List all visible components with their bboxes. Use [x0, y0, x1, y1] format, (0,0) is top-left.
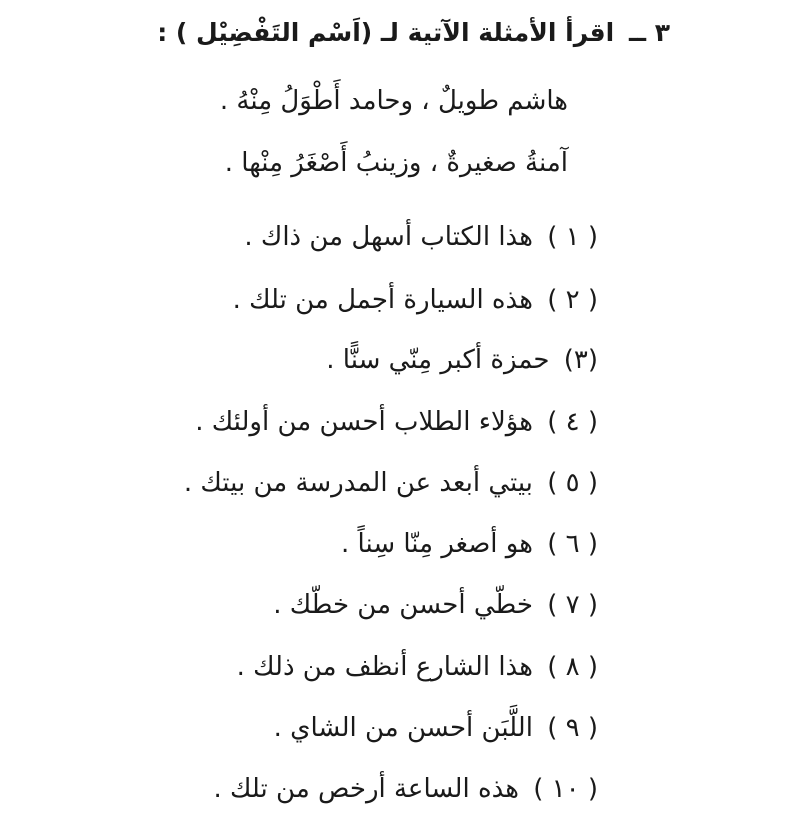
exercise-item: [244, 220, 598, 254]
exercise-item: [237, 650, 598, 684]
exercise-number: ( ٩ ): [547, 713, 598, 743]
exercise-text: هذا الشارع أنظف من ذلك .: [236, 652, 533, 682]
exercise-text: هذه الساعة أرخص من تلك .: [213, 774, 519, 804]
exercise-text: هو أصغر مِنّا سِناً .: [341, 529, 533, 559]
exercise-number: ( ٢ ): [547, 285, 598, 315]
exercise-text: خطّي أحسن من خطّك .: [273, 590, 533, 620]
exercise-number: ( ٨ ): [547, 652, 598, 682]
heading-number: ٣ ــ: [628, 18, 670, 47]
exercise-number: ( ٦ ): [547, 529, 598, 559]
exercise-number: ( ٤ ): [547, 407, 598, 437]
example-line: آمنةُ صغيرةٌ ، وزينبُ أَصْغَرُ مِنْها .: [224, 148, 568, 178]
exercise-text: حمزة أكبر مِنّي سنًّا .: [326, 345, 550, 375]
exercise-number: ( ١ ): [547, 222, 598, 252]
exercise-item: [195, 405, 598, 439]
heading-text: اقرأ الأمثلة الآتية لـ (اَسْم التَفْضِيْل ) :: [157, 18, 615, 47]
exercise-item: [213, 772, 598, 806]
exercise-item: [274, 711, 598, 745]
exercise-item: [184, 466, 598, 500]
exercise-number: ( ١٠ ): [533, 774, 598, 804]
exercise-item: [233, 283, 598, 317]
exercise-number: ( ٥ ): [547, 468, 598, 498]
exercise-number: ( ٧ ): [547, 590, 598, 620]
exercise-item: [273, 588, 598, 622]
exercise-text: هؤلاء الطلاب أحسن من أولئك .: [195, 407, 533, 437]
exercise-text: هذا الكتاب أسهل من ذاك .: [244, 222, 533, 252]
exercise-text: بيتي أبعد عن المدرسة من بيتك .: [183, 468, 533, 498]
exercise-number: (٣): [563, 345, 598, 375]
exercise-item: [326, 343, 598, 377]
exercise-text: هذه السيارة أجمل من تلك .: [232, 285, 533, 315]
example-line: هاشم طويلٌ ، وحامد أَطْوَلُ مِنْهُ .: [219, 86, 568, 116]
exercise-heading: [157, 16, 670, 50]
exercise-item: [341, 527, 598, 561]
exercise-text: اللَّبَن أحسن من الشاي .: [273, 713, 533, 743]
